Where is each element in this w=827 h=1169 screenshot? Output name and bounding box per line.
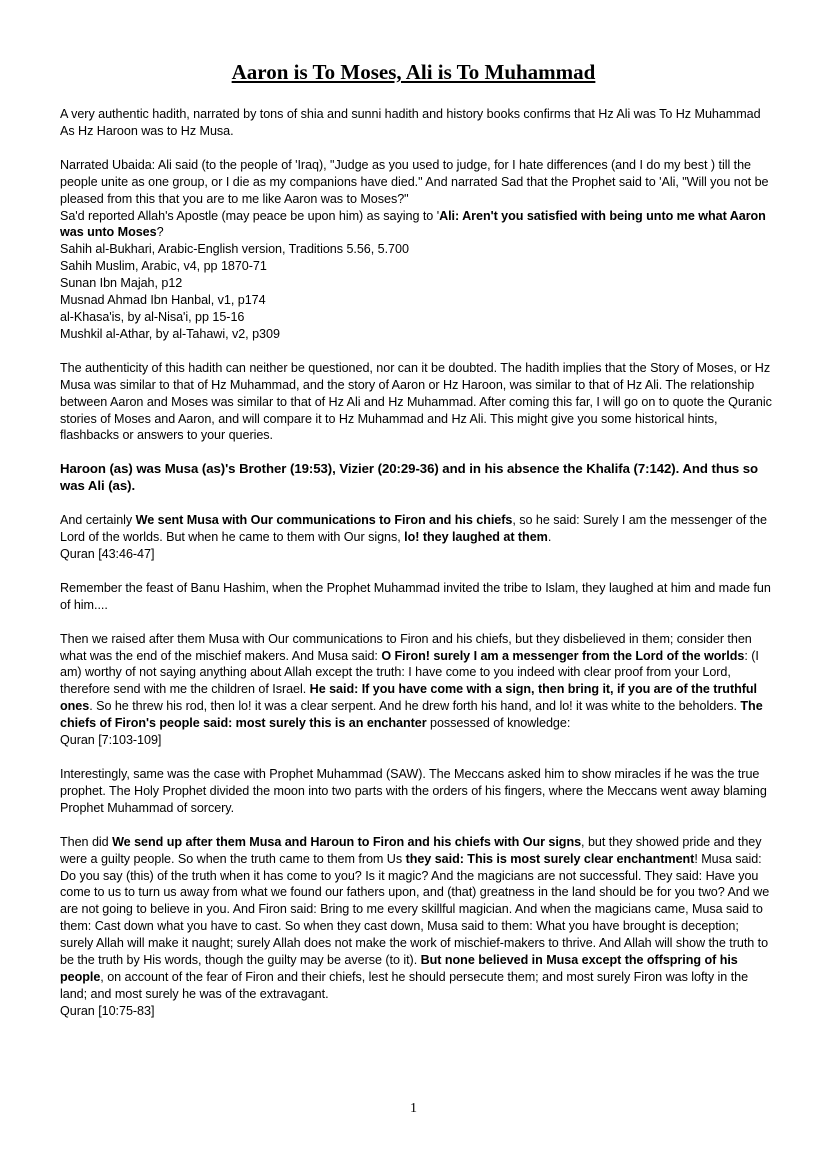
section-heading: Haroon (as) was Musa (as)'s Brother (19:53), Vizier (20:29-36) and in his absence the Khalifa (7:142). And thus so was Ali (as). [60,461,759,494]
document-body [60,106,772,1037]
meccans-paragraph: Interestingly, same was the case with Prophet Muhammad (SAW). The Meccans asked him to show miracles if he was the true prophet. The Holy Prophet divided the moon into two parts with the orders of his fingers, where the Meccans went away blaming Prophet Muhammad of sorcery. [60,767,767,815]
intro-paragraph: A very authentic hadith, narrated by tons of shia and sunni hadith and history books confirms that Hz Ali was To Hz Muhammad As Hz Haroon was to Hz Musa. [60,107,761,138]
verse-text: possessed of knowledge: [426,716,571,731]
verse-text: . [547,530,552,545]
verse-text: Then did [60,834,113,849]
source-item: Musnad Ahmad Ibn Hanbal, v1, p174 [60,293,266,308]
authenticity-paragraph: The authenticity of this hadith can neither be questioned, nor can it be doubted. The hadith implies that the Story of Moses, or Hz Musa was similar to that of Hz Muhammad, and the story of Aaron or Hz Haroon, was similar to that of Hz Ali. The relationship between Aaron and Moses was similar to that of Hz Ali and Hz Muhammad. After coming this far, I will go on to quote the Quranic stories of Moses and Aaron, and will compare it to Hz Muhammad and Hz Ali. This might give you some historical hints, flashbacks or answers to your queries. [60,360,772,443]
verse-text: : (I am) worthy of not saying anything about Allah except the truth: I have come to you indeed with clear proof from your Lord, therefore send with me the children of Israel. [60,648,759,697]
reported-bold: Ali: Aren't you satisfied with being unto me what Aaron was unto Moses [60,208,766,240]
verse-10-paragraph [60,834,772,1020]
reported-pre: Sa'd reported Allah's Apostle (may peace be upon him) as saying to ' [60,208,440,223]
verse-bold: He said: If you have come with a sign, then bring it, if you are of the truthful ones [60,682,757,714]
verse-text: , but they showed pride and they were a guilty people. So when the truth came to them from Us [60,834,762,866]
verse-text: . So he threw his rod, then lo! it was a clear serpent. And he drew forth his hand, and lo! it was white to the beholders. [89,699,741,714]
verse-text: , on account of the fear of Firon and their chiefs, lest he should persecute them; and most surely Firon was lofty in the land; and most surely he was of the extravagant. [60,969,749,1001]
page-title: Aaron is To Moses, Ali is To Muhammad [231,60,596,84]
quran-reference: Quran [7:103-109] [60,733,162,748]
quran-reference: Quran [10:75-83] [60,1003,155,1018]
verse-bold: lo! they laughed at them [404,530,548,545]
source-item: Sunan Ibn Majah, p12 [60,276,183,291]
verse-text: Then we raised after them Musa with Our communications to Firon and his chiefs, but they disbelieved in them; consider then what was the end of the mischief makers. And Musa said: [60,631,752,663]
source-item: Mushkil al-Athar, by al-Tahawi, v2, p309 [60,326,280,341]
verse-bold: The chiefs of Firon's people said: most surely this is an enchanter [60,699,763,731]
verse-bold: O Firon! surely I am a messenger from the Lord of the worlds [381,648,745,663]
verse-bold: We send up after them Musa and Haroun to Firon and his chiefs with Our signs [112,834,582,849]
verse-7-paragraph [60,631,772,749]
narration-text: Narrated Ubaida: Ali said (to the people of 'Iraq), "Judge as you used to judge, for I hate differences (and I do my best ) till the people unite as one group, or I die as my companions have died." And narrated Sad that the Prophet said to 'Ali, "Will you not be pleased from this that you are to me like Aaron was to Moses?" [60,157,769,206]
verse-bold: they said: This is most surely clear enchantment [405,851,695,866]
source-item: al-Khasa'is, by al-Nisa'i, pp 15-16 [60,309,245,324]
reported-post: ? [156,225,164,240]
narration-block [60,157,772,343]
banu-hashim-paragraph: Remember the feast of Banu Hashim, when the Prophet Muhammad invited the tribe to Islam, they laughed at him and made fun of him.... [60,580,771,612]
verse-text: And certainly [60,513,136,528]
quran-reference: Quran [43:46-47] [60,546,155,561]
verse-43-paragraph [60,512,772,563]
source-item: Sahih al-Bukhari, Arabic-English version, Traditions 5.56, 5.700 [60,242,409,257]
source-item: Sahih Muslim, Arabic, v4, pp 1870-71 [60,259,267,274]
verse-bold: But none believed in Musa except the offspring of his people [60,953,738,984]
reported-line [60,208,772,242]
page-number: 1 [410,1101,417,1116]
verse-text: ! Musa said: Do you say (this) of the truth when it has come to you? Is it magic? And the magicians are not successful. They said: Have you come to us to turn us away from what we found our fathers upon, and (that) greatness in the land should be for you two? And we are not going to believe in you. And Firon said: Bring to me every skillful magician. And when the magicians came, Musa said to them: Cast down what you have to cast. So when they cast down, Musa said to them: What you have brought is deception; surely Allah will make it naught; surely Allah does not make the work of mischief-makers to thrive. And Allah will show the truth to be the truth by His words, though the guilty may be averse (to it). [60,851,770,968]
verse-text: , so he said: Surely I am the messenger of the Lord of the worlds. But when he came to them with Our signs, [60,513,767,545]
verse-bold: We sent Musa with Our communications to Firon and his chiefs [135,513,513,528]
